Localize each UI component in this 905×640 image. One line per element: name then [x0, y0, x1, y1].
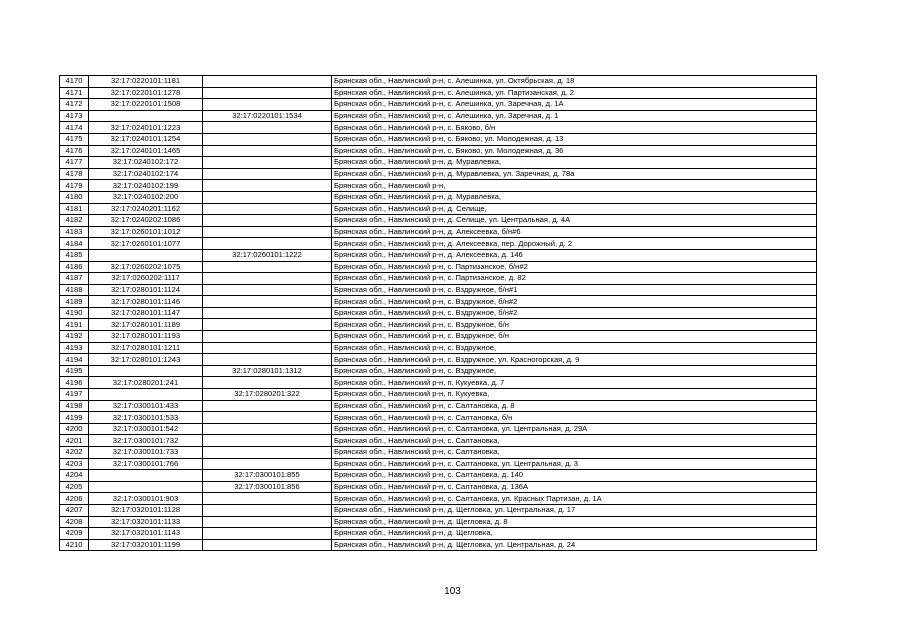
row-number-cell: 4189 — [60, 296, 89, 308]
row-number-cell: 4195 — [60, 365, 89, 377]
address-cell: Брянская обл., Навлинский р-н, с. Бяково, б/н — [332, 122, 817, 134]
cadastral-number-cell: 32:17:0320101:1199 — [89, 539, 203, 551]
cadastral-number-cell: 32:17:0240102:200 — [89, 191, 203, 203]
address-cell: Брянская обл., Навлинский р-н, д. Алексеевка, б/н#6 — [332, 226, 817, 238]
cadastral-number-alt-cell — [203, 296, 332, 308]
cadastral-number-alt-cell — [203, 458, 332, 470]
table-row — [60, 331, 817, 343]
address-cell: Брянская обл., Навлинский р-н, д. Щегловка, д. 8 — [332, 516, 817, 528]
page-number: 103 — [444, 586, 461, 597]
table-row — [60, 87, 817, 99]
address-cell: Брянская обл., Навлинский р-н, с. Вздружное, — [332, 365, 817, 377]
cadastral-number-alt-cell — [203, 99, 332, 111]
cadastral-number-alt-cell — [203, 539, 332, 551]
table-row — [60, 377, 817, 389]
row-number-cell: 4178 — [60, 168, 89, 180]
cadastral-number-alt-cell — [203, 145, 332, 157]
cadastral-number-cell — [89, 481, 203, 493]
address-cell: Брянская обл., Навлинский р-н, с. Вздружное, ул. Красногорская, д. 9 — [332, 354, 817, 366]
row-number-cell: 4197 — [60, 389, 89, 401]
cadastral-number-cell: 32:17:0260101:1077 — [89, 238, 203, 250]
row-number-cell: 4198 — [60, 400, 89, 412]
cadastral-number-alt-cell — [203, 354, 332, 366]
row-number-cell: 4180 — [60, 191, 89, 203]
cadastral-number-cell: 32:17:0300101:542 — [89, 423, 203, 435]
table-row — [60, 180, 817, 192]
table-row — [60, 168, 817, 180]
row-number-cell: 4208 — [60, 516, 89, 528]
row-number-cell: 4184 — [60, 238, 89, 250]
cadastral-number-cell: 32:17:0280201:241 — [89, 377, 203, 389]
cadastral-number-cell: 32:17:0240101:1254 — [89, 133, 203, 145]
cadastral-number-alt-cell — [203, 273, 332, 285]
row-number-cell: 4190 — [60, 307, 89, 319]
cadastral-number-cell: 32:17:0280101:1189 — [89, 319, 203, 331]
table-row — [60, 365, 817, 377]
table-row — [60, 296, 817, 308]
cadastral-number-cell: 32:17:0280101:1147 — [89, 307, 203, 319]
row-number-cell: 4182 — [60, 215, 89, 227]
row-number-cell: 4175 — [60, 133, 89, 145]
address-cell: Брянская обл., Навлинский р-н, д. Муравлевка, — [332, 191, 817, 203]
cadastral-number-cell: 32:17:0220101:1181 — [89, 76, 203, 88]
row-number-cell: 4206 — [60, 493, 89, 505]
address-cell: Брянская обл., Навлинский р-н, п. Кукуевка, — [332, 389, 817, 401]
cadastral-number-cell: 32:17:0240102:172 — [89, 157, 203, 169]
address-cell: Брянская обл., Навлинский р-н, с. Алешинка, ул. Заречная, д. 1А — [332, 99, 817, 111]
row-number-cell: 4205 — [60, 481, 89, 493]
cadastral-number-cell: 32:17:0260202:1117 — [89, 273, 203, 285]
row-number-cell: 4187 — [60, 273, 89, 285]
table-row — [60, 238, 817, 250]
address-cell: Брянская обл., Навлинский р-н, с. Вздружное, б/н — [332, 331, 817, 343]
cadastral-number-cell: 32:17:0240201:1162 — [89, 203, 203, 215]
row-number-cell: 4171 — [60, 87, 89, 99]
cadastral-number-alt-cell — [203, 493, 332, 505]
address-cell: Брянская обл., Навлинский р-н, д. Щегловка, ул. Центральная, д. 17 — [332, 504, 817, 516]
row-number-cell: 4181 — [60, 203, 89, 215]
cadastral-number-cell — [89, 249, 203, 261]
cadastral-number-alt-cell — [203, 238, 332, 250]
address-cell: Брянская обл., Навлинский р-н, д. Селище, ул. Центральная, д. 4А — [332, 215, 817, 227]
row-number-cell: 4201 — [60, 435, 89, 447]
cadastral-number-cell: 32:17:0220101:1508 — [89, 99, 203, 111]
cadastral-number-alt-cell — [203, 76, 332, 88]
table-row — [60, 389, 817, 401]
table-row — [60, 215, 817, 227]
address-cell: Брянская обл., Навлинский р-н, с. Бяково, ул. Молодежная, д. 36 — [332, 145, 817, 157]
table-row — [60, 481, 817, 493]
cadastral-number-alt-cell: 32:17:0280201:322 — [203, 389, 332, 401]
cadastral-number-cell — [89, 110, 203, 122]
row-number-cell: 4176 — [60, 145, 89, 157]
cadastral-number-cell: 32:17:0280101:1211 — [89, 342, 203, 354]
cadastral-number-cell: 32:17:0280101:1146 — [89, 296, 203, 308]
row-number-cell: 4188 — [60, 284, 89, 296]
table-row — [60, 470, 817, 482]
cadastral-number-alt-cell — [203, 284, 332, 296]
table-row — [60, 122, 817, 134]
cadastral-number-cell: 32:17:0260202:1075 — [89, 261, 203, 273]
cadastral-number-cell: 32:17:0240101:1223 — [89, 122, 203, 134]
table-row — [60, 157, 817, 169]
address-cell: Брянская обл., Навлинский р-н, д. Селище, — [332, 203, 817, 215]
cadastral-number-cell: 32:17:0240202:1086 — [89, 215, 203, 227]
table-row — [60, 226, 817, 238]
row-number-cell: 4177 — [60, 157, 89, 169]
row-number-cell: 4173 — [60, 110, 89, 122]
cadastral-number-cell: 32:17:0320101:1133 — [89, 516, 203, 528]
row-number-cell: 4207 — [60, 504, 89, 516]
table-row — [60, 319, 817, 331]
address-cell: Брянская обл., Навлинский р-н, с. Вздружное, — [332, 342, 817, 354]
address-cell: Брянская обл., Навлинский р-н, с. Партизанское, б/н#2 — [332, 261, 817, 273]
address-cell: Брянская обл., Навлинский р-н, с. Партизанское, д. 82 — [332, 273, 817, 285]
cadastral-number-alt-cell — [203, 412, 332, 424]
cadastral-number-cell: 32:17:0300101:433 — [89, 400, 203, 412]
row-number-cell: 4192 — [60, 331, 89, 343]
address-cell: Брянская обл., Навлинский р-н, с. Вздружное, б/н#2 — [332, 296, 817, 308]
table-row — [60, 249, 817, 261]
address-cell: Брянская обл., Навлинский р-н, с. Бяково, ул. Молодежная, д. 13 — [332, 133, 817, 145]
cadastral-number-cell: 32:17:0260101:1012 — [89, 226, 203, 238]
cadastral-number-cell: 32:17:0280101:1124 — [89, 284, 203, 296]
address-cell: Брянская обл., Навлинский р-н, д. Щегловка, — [332, 528, 817, 540]
table-row — [60, 504, 817, 516]
cadastral-number-alt-cell — [203, 331, 332, 343]
table-row — [60, 447, 817, 459]
table-row — [60, 539, 817, 551]
row-number-cell: 4203 — [60, 458, 89, 470]
table-row — [60, 191, 817, 203]
cadastral-number-alt-cell — [203, 191, 332, 203]
cadastral-number-alt-cell: 32:17:0300101:856 — [203, 481, 332, 493]
cadastral-number-alt-cell — [203, 307, 332, 319]
row-number-cell: 4186 — [60, 261, 89, 273]
cadastral-number-cell — [89, 470, 203, 482]
row-number-cell: 4170 — [60, 76, 89, 88]
table-row — [60, 528, 817, 540]
cadastral-number-alt-cell — [203, 423, 332, 435]
address-cell: Брянская обл., Навлинский р-н, с. Алешинка, ул. Октябрьская, д. 18 — [332, 76, 817, 88]
address-cell: Брянская обл., Навлинский р-н, с. Вздружное, б/н#1 — [332, 284, 817, 296]
cadastral-number-alt-cell — [203, 516, 332, 528]
table-row — [60, 203, 817, 215]
cadastral-number-alt-cell — [203, 504, 332, 516]
cadastral-number-alt-cell — [203, 157, 332, 169]
address-cell: Брянская обл., Навлинский р-н, с. Вздружное, б/н#2 — [332, 307, 817, 319]
table-row — [60, 99, 817, 111]
cadastral-number-alt-cell — [203, 447, 332, 459]
cadastral-number-cell: 32:17:0320101:1143 — [89, 528, 203, 540]
row-number-cell: 4209 — [60, 528, 89, 540]
cadastral-number-alt-cell — [203, 133, 332, 145]
table-row — [60, 435, 817, 447]
address-cell: Брянская обл., Навлинский р-н, д. Щегловка, ул. Центральная, д. 24 — [332, 539, 817, 551]
cadastral-number-cell: 32:17:0300101:766 — [89, 458, 203, 470]
cadastral-number-cell: 32:17:0220101:1278 — [89, 87, 203, 99]
row-number-cell: 4204 — [60, 470, 89, 482]
cadastral-number-cell: 32:17:0240101:1465 — [89, 145, 203, 157]
cadastral-number-cell: 32:17:0300101:903 — [89, 493, 203, 505]
table-row — [60, 133, 817, 145]
cadastral-number-alt-cell — [203, 400, 332, 412]
address-cell: Брянская обл., Навлинский р-н, с. Салтановка, д. 136А — [332, 481, 817, 493]
row-number-cell: 4194 — [60, 354, 89, 366]
address-cell: Брянская обл., Навлинский р-н, с. Салтановка, ул. Красных Партизан, д. 1А — [332, 493, 817, 505]
table-row — [60, 458, 817, 470]
address-cell: Брянская обл., Навлинский р-н, с. Салтановка, д. 140 — [332, 470, 817, 482]
address-cell: Брянская обл., Навлинский р-н, д. Алексеевка, пер. Дорожный, д. 2 — [332, 238, 817, 250]
table-row — [60, 342, 817, 354]
row-number-cell: 4196 — [60, 377, 89, 389]
address-cell: Брянская обл., Навлинский р-н, п. Кукуевка, д. 7 — [332, 377, 817, 389]
table-row — [60, 307, 817, 319]
address-cell: Брянская обл., Навлинский р-н, с. Салтановка, — [332, 435, 817, 447]
table-row — [60, 145, 817, 157]
address-cell: Брянская обл., Навлинский р-н, с. Алешинка, ул. Заречная, д. 1 — [332, 110, 817, 122]
cadastral-number-cell: 32:17:0280101:1243 — [89, 354, 203, 366]
address-cell: Брянская обл., Навлинский р-н, с. Салтановка, д. 8 — [332, 400, 817, 412]
cadastral-number-alt-cell — [203, 87, 332, 99]
row-number-cell: 4179 — [60, 180, 89, 192]
cadastral-number-alt-cell: 32:17:0260101:1222 — [203, 249, 332, 261]
row-number-cell: 4200 — [60, 423, 89, 435]
cadastral-number-cell: 32:17:0240102:199 — [89, 180, 203, 192]
table-row — [60, 423, 817, 435]
address-cell: Брянская обл., Навлинский р-н, с. Салтановка, ул. Центральная, д. 29А — [332, 423, 817, 435]
address-cell: Брянская обл., Навлинский р-н, с. Салтановка, — [332, 447, 817, 459]
row-number-cell: 4191 — [60, 319, 89, 331]
row-number-cell: 4174 — [60, 122, 89, 134]
address-cell: Брянская обл., Навлинский р-н, д. Алексеевка, д. 146 — [332, 249, 817, 261]
table-row — [60, 354, 817, 366]
property-registry-table — [59, 75, 817, 551]
cadastral-number-cell: 32:17:0240102:174 — [89, 168, 203, 180]
cadastral-number-alt-cell — [203, 342, 332, 354]
table-row — [60, 273, 817, 285]
cadastral-number-cell: 32:17:0280101:1193 — [89, 331, 203, 343]
address-cell: Брянская обл., Навлинский р-н, д. Муравлевка, ул. Заречная, д. 78а — [332, 168, 817, 180]
cadastral-number-alt-cell — [203, 168, 332, 180]
cadastral-number-cell: 32:17:0300101:533 — [89, 412, 203, 424]
registry-table-body — [60, 76, 817, 551]
cadastral-number-cell — [89, 365, 203, 377]
row-number-cell: 4199 — [60, 412, 89, 424]
cadastral-number-alt-cell — [203, 203, 332, 215]
row-number-cell: 4210 — [60, 539, 89, 551]
row-number-cell: 4172 — [60, 99, 89, 111]
table-row — [60, 412, 817, 424]
cadastral-number-alt-cell — [203, 122, 332, 134]
table-row — [60, 400, 817, 412]
table-row — [60, 284, 817, 296]
address-cell: Брянская обл., Навлинский р-н, — [332, 180, 817, 192]
address-cell: Брянская обл., Навлинский р-н, с. Вздружное, б/н — [332, 319, 817, 331]
address-cell: Брянская обл., Навлинский р-н, с. Салтановка, б/н — [332, 412, 817, 424]
cadastral-number-alt-cell — [203, 261, 332, 273]
address-cell: Брянская обл., Навлинский р-н, с. Салтановка, ул. Центральная, д. 3 — [332, 458, 817, 470]
cadastral-number-alt-cell: 32:17:0220101:1534 — [203, 110, 332, 122]
row-number-cell: 4202 — [60, 447, 89, 459]
cadastral-number-alt-cell — [203, 528, 332, 540]
address-cell: Брянская обл., Навлинский р-н, д. Муравлевка, — [332, 157, 817, 169]
cadastral-number-alt-cell — [203, 226, 332, 238]
table-row — [60, 110, 817, 122]
table-row — [60, 261, 817, 273]
row-number-cell: 4193 — [60, 342, 89, 354]
cadastral-number-cell: 32:17:0300101:733 — [89, 447, 203, 459]
cadastral-number-alt-cell — [203, 180, 332, 192]
cadastral-number-cell: 32:17:0300101:732 — [89, 435, 203, 447]
table-row — [60, 493, 817, 505]
cadastral-number-alt-cell — [203, 215, 332, 227]
cadastral-number-alt-cell — [203, 377, 332, 389]
address-cell: Брянская обл., Навлинский р-н, с. Алешинка, ул. Партизанская, д. 2 — [332, 87, 817, 99]
cadastral-number-alt-cell: 32:17:0300101:855 — [203, 470, 332, 482]
table-row — [60, 516, 817, 528]
table-row — [60, 76, 817, 88]
cadastral-number-alt-cell — [203, 435, 332, 447]
cadastral-number-cell — [89, 389, 203, 401]
cadastral-number-alt-cell: 32:17:0280101:1312 — [203, 365, 332, 377]
cadastral-number-cell: 32:17:0320101:1128 — [89, 504, 203, 516]
row-number-cell: 4183 — [60, 226, 89, 238]
row-number-cell: 4185 — [60, 249, 89, 261]
cadastral-number-alt-cell — [203, 319, 332, 331]
